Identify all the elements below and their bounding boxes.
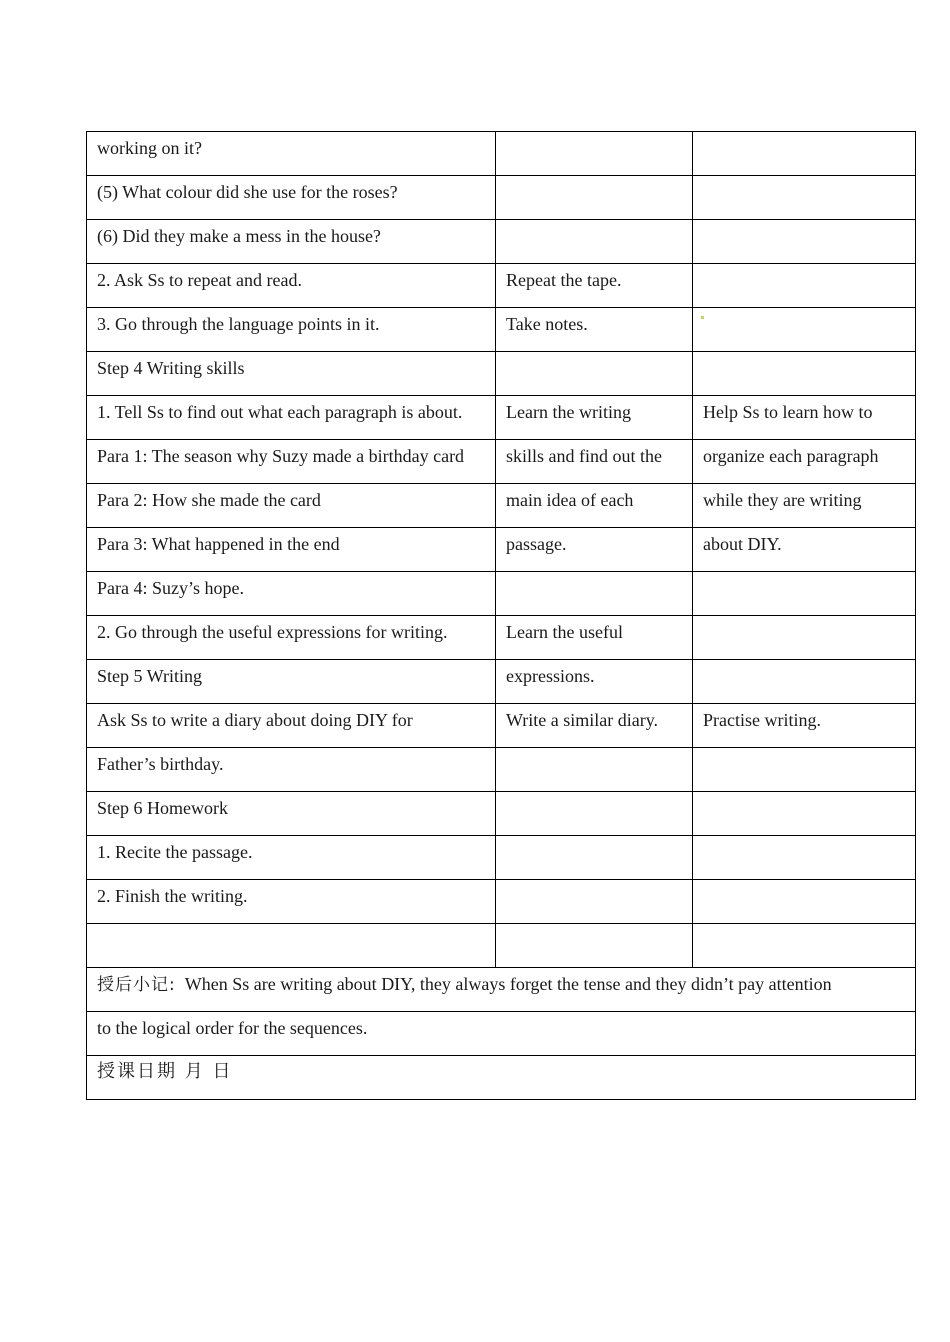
student-activity-cell — [496, 836, 693, 880]
student-activity-cell: passage. — [496, 528, 693, 572]
student-activity-cell — [496, 748, 693, 792]
student-activity-cell — [496, 176, 693, 220]
table-row — [87, 924, 916, 968]
student-activity-cell — [496, 572, 693, 616]
table-row — [87, 176, 916, 220]
teaching-notes-label: 授后小记: — [97, 975, 176, 995]
date-row — [87, 1056, 916, 1100]
purpose-cell: Help Ss to learn how to — [693, 396, 916, 440]
table-row — [87, 572, 916, 616]
table-row — [87, 484, 916, 528]
teacher-activity-cell: 2. Ask Ss to repeat and read. — [87, 264, 496, 308]
teacher-activity-cell: Father’s birthday. — [87, 748, 496, 792]
student-activity-cell: skills and find out the — [496, 440, 693, 484]
table-row — [87, 880, 916, 924]
teacher-activity-cell: Ask Ss to write a diary about doing DIY for — [87, 704, 496, 748]
teacher-activity-cell: working on it? — [87, 132, 496, 176]
table-row — [87, 792, 916, 836]
teacher-activity-cell: 1. Tell Ss to find out what each paragraph is about. — [87, 396, 496, 440]
teacher-activity-cell: Para 3: What happened in the end — [87, 528, 496, 572]
student-activity-cell: Learn the useful — [496, 616, 693, 660]
teacher-activity-cell: Para 2: How she made the card — [87, 484, 496, 528]
student-activity-cell — [496, 880, 693, 924]
teaching-notes-continued-cell — [87, 1012, 916, 1056]
table-row — [87, 308, 916, 352]
teaching-date: 授课日期 月 日 — [97, 1061, 233, 1082]
purpose-cell — [693, 176, 916, 220]
lesson-plan-body — [87, 132, 916, 968]
teacher-activity-cell — [87, 924, 496, 968]
table-row — [87, 132, 916, 176]
teacher-activity-cell: Step 6 Homework — [87, 792, 496, 836]
student-activity-cell: Repeat the tape. — [496, 264, 693, 308]
purpose-cell — [693, 836, 916, 880]
teacher-activity-cell: 3. Go through the language points in it. — [87, 308, 496, 352]
student-activity-cell: main idea of each — [496, 484, 693, 528]
teacher-activity-cell: (5) What colour did she use for the roses? — [87, 176, 496, 220]
table-row — [87, 264, 916, 308]
table-row — [87, 528, 916, 572]
teacher-activity-cell: Para 4: Suzy’s hope. — [87, 572, 496, 616]
table-row — [87, 396, 916, 440]
purpose-cell: while they are writing — [693, 484, 916, 528]
student-activity-cell — [496, 132, 693, 176]
table-row — [87, 748, 916, 792]
student-activity-cell — [496, 352, 693, 396]
teaching-notes-line-2: to the logical order for the sequences. — [97, 1018, 368, 1038]
table-row — [87, 352, 916, 396]
student-activity-cell — [496, 924, 693, 968]
purpose-cell — [693, 264, 916, 308]
table-row — [87, 836, 916, 880]
teaching-notes-cell — [87, 968, 916, 1012]
table-row — [87, 220, 916, 264]
teacher-activity-cell: 1. Recite the passage. — [87, 836, 496, 880]
purpose-cell — [693, 880, 916, 924]
student-activity-cell: Write a similar diary. — [496, 704, 693, 748]
purpose-cell — [693, 748, 916, 792]
purpose-cell — [693, 308, 916, 352]
teacher-activity-cell: Step 5 Writing — [87, 660, 496, 704]
purpose-cell — [693, 572, 916, 616]
purpose-cell: organize each paragraph — [693, 440, 916, 484]
purpose-cell — [693, 660, 916, 704]
purpose-cell: about DIY. — [693, 528, 916, 572]
stray-mark — [701, 316, 704, 319]
purpose-cell: Practise writing. — [693, 704, 916, 748]
teacher-activity-cell: Para 1: The season why Suzy made a birthday card — [87, 440, 496, 484]
teacher-activity-cell: 2. Finish the writing. — [87, 880, 496, 924]
teaching-notes-line-1: When Ss are writing about DIY, they always forget the tense and they didn’t pay attention — [184, 974, 832, 994]
student-activity-cell: expressions. — [496, 660, 693, 704]
student-activity-cell — [496, 220, 693, 264]
student-activity-cell — [496, 792, 693, 836]
purpose-cell — [693, 132, 916, 176]
purpose-cell — [693, 924, 916, 968]
teaching-date-cell — [87, 1056, 916, 1100]
notes-row-2 — [87, 1012, 916, 1056]
purpose-cell — [693, 616, 916, 660]
student-activity-cell: Learn the writing — [496, 396, 693, 440]
purpose-cell — [693, 792, 916, 836]
teacher-activity-cell: (6) Did they make a mess in the house? — [87, 220, 496, 264]
purpose-cell — [693, 352, 916, 396]
table-row — [87, 704, 916, 748]
teacher-activity-cell: 2. Go through the useful expressions for writing. — [87, 616, 496, 660]
lesson-plan-page — [86, 131, 915, 1100]
table-row — [87, 660, 916, 704]
student-activity-cell: Take notes. — [496, 308, 693, 352]
teacher-activity-cell: Step 4 Writing skills — [87, 352, 496, 396]
table-row — [87, 440, 916, 484]
lesson-plan-table — [86, 131, 916, 1100]
notes-row-1 — [87, 968, 916, 1012]
purpose-cell — [693, 220, 916, 264]
table-row — [87, 616, 916, 660]
